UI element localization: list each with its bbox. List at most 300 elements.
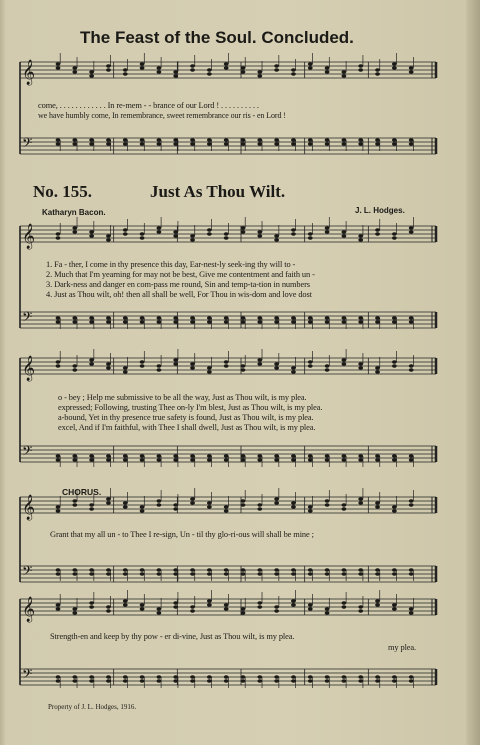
note-head <box>241 454 246 457</box>
note-head <box>291 68 296 71</box>
note-head <box>190 572 195 575</box>
note-head <box>257 679 262 682</box>
note-head <box>89 679 94 682</box>
note-head <box>190 238 195 241</box>
note-head <box>173 138 178 141</box>
note-head <box>392 568 397 571</box>
note-head <box>56 603 61 606</box>
note-head <box>173 230 178 233</box>
note-head <box>123 675 128 678</box>
note-head <box>207 370 212 373</box>
note-head <box>56 607 61 610</box>
note-head <box>375 454 380 457</box>
note-head <box>72 316 77 319</box>
note-head <box>392 62 397 65</box>
note-head <box>308 505 313 508</box>
note-head <box>140 360 145 363</box>
note-head <box>358 68 363 71</box>
note-head <box>342 454 347 457</box>
hymn-title: Just As Thou Wilt. <box>150 182 286 201</box>
note-head <box>56 568 61 571</box>
note-head <box>224 232 229 235</box>
note-head <box>106 605 111 608</box>
note-head <box>291 228 296 231</box>
note-head <box>207 316 212 319</box>
note-head <box>241 320 246 323</box>
note-head <box>123 599 128 602</box>
note-head <box>140 232 145 235</box>
note-head <box>274 679 279 682</box>
note-head <box>274 68 279 71</box>
note-head <box>257 316 262 319</box>
note-head <box>241 316 246 319</box>
note-head <box>392 509 397 512</box>
note-head <box>190 234 195 237</box>
note-head <box>241 230 246 233</box>
note-head <box>123 138 128 141</box>
note-head <box>207 501 212 504</box>
note-head <box>72 230 77 233</box>
note-head <box>291 505 296 508</box>
note-head <box>291 320 296 323</box>
note-head <box>291 138 296 141</box>
chorus-lyric-line-2: Strength-en and keep by thy pow - er di-vine, Just as Thou wilt, is my plea. <box>50 632 295 641</box>
note-head <box>358 138 363 141</box>
note-head <box>224 320 229 323</box>
note-head <box>325 142 330 145</box>
note-head <box>106 679 111 682</box>
note-head <box>56 142 61 145</box>
note-head <box>257 358 262 361</box>
note-head <box>375 679 380 682</box>
note-head <box>207 142 212 145</box>
note-head <box>392 454 397 457</box>
note-head <box>274 458 279 461</box>
note-head <box>123 679 128 682</box>
note-head <box>392 679 397 682</box>
note-head <box>241 675 246 678</box>
verse-2-line-a: 2. Much that I'm yearning for may not be best, Give me contentment and faith un - <box>46 270 315 279</box>
note-head <box>89 142 94 145</box>
note-head <box>325 70 330 73</box>
note-head <box>106 675 111 678</box>
note-head <box>173 234 178 237</box>
note-head <box>325 138 330 141</box>
note-head <box>325 568 330 571</box>
note-head <box>224 454 229 457</box>
note-head <box>207 679 212 682</box>
note-head <box>291 603 296 606</box>
note-head <box>325 675 330 678</box>
note-head <box>257 234 262 237</box>
note-head <box>123 72 128 75</box>
note-head <box>89 362 94 365</box>
note-head <box>173 74 178 77</box>
note-head <box>89 320 94 323</box>
note-head <box>291 142 296 145</box>
note-head <box>358 609 363 612</box>
note-head <box>274 64 279 67</box>
note-head <box>72 499 77 502</box>
note-head <box>241 226 246 229</box>
note-head <box>123 366 128 369</box>
note-head <box>308 66 313 69</box>
note-head <box>257 74 262 77</box>
note-head <box>308 236 313 239</box>
note-head <box>157 316 162 319</box>
note-head <box>325 364 330 367</box>
note-head <box>157 572 162 575</box>
note-head <box>375 599 380 602</box>
note-head <box>224 509 229 512</box>
note-head <box>106 238 111 241</box>
note-head <box>342 362 347 365</box>
note-head <box>224 607 229 610</box>
note-head <box>207 68 212 71</box>
note-head <box>241 364 246 367</box>
note-head <box>291 232 296 235</box>
note-head <box>342 358 347 361</box>
note-head <box>274 138 279 141</box>
note-head <box>241 70 246 73</box>
note-head <box>375 320 380 323</box>
note-head <box>173 507 178 510</box>
note-head <box>173 572 178 575</box>
note-head <box>157 368 162 371</box>
note-head <box>157 230 162 233</box>
note-head <box>190 605 195 608</box>
note-head <box>123 370 128 373</box>
note-head <box>308 138 313 141</box>
note-head <box>409 316 414 319</box>
note-head <box>140 138 145 141</box>
note-head <box>291 599 296 602</box>
verse-3-line-b: a-bound, Yet in thy presence true safety is found, Just as Thou wilt, is my plea. <box>58 413 314 422</box>
note-head <box>140 603 145 606</box>
note-head <box>274 568 279 571</box>
note-head <box>56 509 61 512</box>
note-head <box>56 454 61 457</box>
note-head <box>241 368 246 371</box>
note-head <box>358 234 363 237</box>
note-head <box>291 675 296 678</box>
note-head <box>207 320 212 323</box>
note-head <box>72 138 77 141</box>
note-head <box>392 603 397 606</box>
note-head <box>190 320 195 323</box>
note-head <box>241 679 246 682</box>
note-head <box>274 605 279 608</box>
note-head <box>257 507 262 510</box>
note-head <box>72 142 77 145</box>
note-head <box>106 316 111 319</box>
note-head <box>308 607 313 610</box>
note-head <box>342 234 347 237</box>
note-head <box>173 358 178 361</box>
note-head <box>106 609 111 612</box>
note-head <box>342 572 347 575</box>
note-head <box>308 603 313 606</box>
note-head <box>123 228 128 231</box>
note-head <box>325 230 330 233</box>
note-head <box>291 501 296 504</box>
note-head <box>325 454 330 457</box>
note-head <box>89 234 94 237</box>
note-head <box>409 230 414 233</box>
copyright-notice: Property of J. L. Hodges, 1916. <box>48 703 137 711</box>
note-head <box>106 138 111 141</box>
note-head <box>241 503 246 506</box>
note-head <box>342 605 347 608</box>
note-head <box>89 675 94 678</box>
note-head <box>308 679 313 682</box>
note-head <box>358 605 363 608</box>
top-hymn-lyric-line-2: we have humbly come, In remembrance, sweet remembrance our ris - en Lord ! <box>38 111 286 120</box>
note-head <box>308 509 313 512</box>
note-head <box>140 66 145 69</box>
note-head <box>241 499 246 502</box>
note-head <box>190 68 195 71</box>
note-head <box>241 142 246 145</box>
note-head <box>375 603 380 606</box>
note-head <box>409 320 414 323</box>
note-head <box>207 568 212 571</box>
note-head <box>207 232 212 235</box>
note-head <box>173 675 178 678</box>
note-head <box>375 228 380 231</box>
note-head <box>123 568 128 571</box>
note-head <box>409 572 414 575</box>
note-head <box>56 364 61 367</box>
note-head <box>190 366 195 369</box>
clef-glyph: 𝄢 <box>22 309 33 328</box>
note-head <box>157 70 162 73</box>
note-head <box>106 362 111 365</box>
note-head <box>123 603 128 606</box>
note-head <box>140 364 145 367</box>
note-head <box>291 72 296 75</box>
note-head <box>140 316 145 319</box>
note-head <box>140 142 145 145</box>
note-head <box>72 66 77 69</box>
note-head <box>173 679 178 682</box>
note-head <box>207 675 212 678</box>
note-head <box>157 142 162 145</box>
top-hymn-lyric-line-1: come, . . . . . . . . . . . . In re-mem - - brance of our Lord ! . . . . . . . . . . <box>38 101 259 110</box>
note-head <box>123 142 128 145</box>
note-head <box>274 238 279 241</box>
note-head <box>89 454 94 457</box>
note-head <box>409 607 414 610</box>
note-head <box>140 572 145 575</box>
note-head <box>241 138 246 141</box>
note-head <box>190 675 195 678</box>
note-head <box>56 458 61 461</box>
note-head <box>106 497 111 500</box>
note-head <box>308 142 313 145</box>
note-head <box>157 611 162 614</box>
note-head <box>140 458 145 461</box>
note-head <box>375 142 380 145</box>
note-head <box>375 505 380 508</box>
note-head <box>106 234 111 237</box>
note-head <box>325 503 330 506</box>
clef-glyph: 𝄢 <box>22 135 33 154</box>
note-head <box>56 138 61 141</box>
note-head <box>140 679 145 682</box>
note-head <box>409 368 414 371</box>
note-head <box>123 505 128 508</box>
note-head <box>72 368 77 371</box>
note-head <box>392 66 397 69</box>
note-head <box>207 505 212 508</box>
note-head <box>56 236 61 239</box>
note-head <box>375 68 380 71</box>
note-head <box>409 675 414 678</box>
note-head <box>342 316 347 319</box>
note-head <box>157 320 162 323</box>
note-head <box>140 509 145 512</box>
note-head <box>392 232 397 235</box>
note-head <box>207 454 212 457</box>
note-head <box>342 74 347 77</box>
note-head <box>325 572 330 575</box>
note-head <box>241 568 246 571</box>
note-head <box>291 366 296 369</box>
note-head <box>89 138 94 141</box>
note-head <box>308 572 313 575</box>
note-head <box>140 607 145 610</box>
note-head <box>89 458 94 461</box>
note-head <box>342 503 347 506</box>
note-head <box>291 454 296 457</box>
note-head <box>375 458 380 461</box>
note-head <box>291 572 296 575</box>
note-head <box>190 609 195 612</box>
note-head <box>207 138 212 141</box>
note-head <box>123 572 128 575</box>
note-head <box>106 64 111 67</box>
note-head <box>342 675 347 678</box>
note-head <box>358 572 363 575</box>
note-head <box>72 675 77 678</box>
note-head <box>140 505 145 508</box>
note-head <box>106 366 111 369</box>
clef-glyph: 𝄢 <box>22 443 33 462</box>
note-head <box>157 138 162 141</box>
note-head <box>72 364 77 367</box>
note-head <box>173 454 178 457</box>
note-head <box>173 320 178 323</box>
note-head <box>325 611 330 614</box>
note-head <box>190 64 195 67</box>
note-head <box>224 679 229 682</box>
note-head <box>291 679 296 682</box>
note-head <box>72 503 77 506</box>
note-head <box>392 458 397 461</box>
note-head <box>72 320 77 323</box>
note-head <box>56 320 61 323</box>
note-head <box>358 362 363 365</box>
verse-1-line-b: o - bey ; Help me submissive to be all the way, Just as Thou wilt, is my plea. <box>58 393 307 402</box>
note-head <box>409 503 414 506</box>
note-head <box>106 572 111 575</box>
note-head <box>308 320 313 323</box>
note-head <box>173 568 178 571</box>
note-head <box>207 572 212 575</box>
note-head <box>157 499 162 502</box>
note-head <box>190 501 195 504</box>
note-head <box>72 458 77 461</box>
note-head <box>325 320 330 323</box>
note-head <box>241 66 246 69</box>
note-head <box>409 611 414 614</box>
note-head <box>173 601 178 604</box>
note-head <box>325 499 330 502</box>
note-head <box>358 679 363 682</box>
note-head <box>157 679 162 682</box>
note-head <box>157 568 162 571</box>
note-head <box>274 501 279 504</box>
note-head <box>291 458 296 461</box>
note-head <box>274 454 279 457</box>
note-head <box>409 568 414 571</box>
verse-2-line-b: expressed; Following, trusting Thee on-ly I'm blest, Just as Thou wilt, is my plea. <box>58 403 323 412</box>
note-head <box>409 138 414 141</box>
note-head <box>89 358 94 361</box>
note-head <box>257 605 262 608</box>
note-head <box>308 675 313 678</box>
note-head <box>190 138 195 141</box>
note-head <box>291 370 296 373</box>
note-head <box>274 572 279 575</box>
note-head <box>342 507 347 510</box>
note-head <box>392 142 397 145</box>
note-head <box>89 507 94 510</box>
note-head <box>72 607 77 610</box>
note-head <box>72 454 77 457</box>
note-head <box>106 320 111 323</box>
note-head <box>392 138 397 141</box>
note-head <box>375 501 380 504</box>
note-head <box>207 599 212 602</box>
note-head <box>342 70 347 73</box>
note-head <box>358 675 363 678</box>
note-head <box>308 454 313 457</box>
chorus-label: CHORUS. <box>62 487 102 497</box>
note-head <box>123 316 128 319</box>
note-head <box>409 142 414 145</box>
note-head <box>325 226 330 229</box>
note-head <box>207 603 212 606</box>
note-head <box>56 66 61 69</box>
note-head <box>257 230 262 233</box>
note-head <box>173 70 178 73</box>
note-head <box>257 503 262 506</box>
note-head <box>157 675 162 678</box>
note-head <box>409 364 414 367</box>
clef-glyph: 𝄞 <box>22 224 36 249</box>
note-head <box>89 601 94 604</box>
note-head <box>274 497 279 500</box>
note-head <box>392 236 397 239</box>
note-head <box>207 458 212 461</box>
note-head <box>308 232 313 235</box>
note-head <box>140 236 145 239</box>
note-head <box>72 70 77 73</box>
note-head <box>409 226 414 229</box>
note-head <box>257 572 262 575</box>
